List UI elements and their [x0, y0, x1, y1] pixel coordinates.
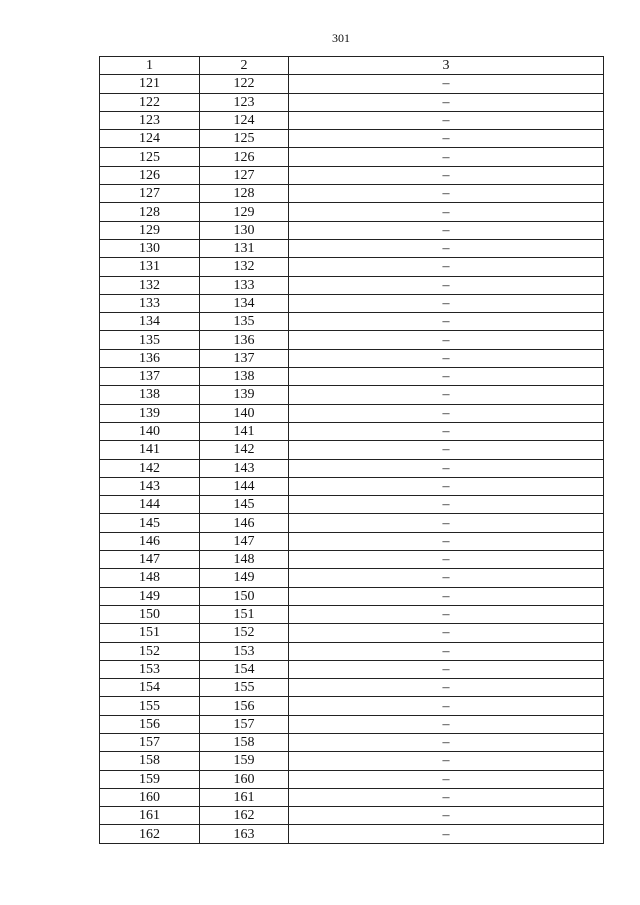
- table-row: [100, 239, 604, 257]
- cell-col-1: 142: [100, 459, 200, 477]
- table-row: [100, 386, 604, 404]
- cell-col-2: 162: [200, 807, 289, 825]
- cell-col-2: 145: [200, 496, 289, 514]
- cell-col-1: 123: [100, 111, 200, 129]
- cell-col-2: 134: [200, 294, 289, 312]
- table-row: [100, 313, 604, 331]
- cell-col-1: 152: [100, 642, 200, 660]
- cell-col-1: 159: [100, 770, 200, 788]
- table-row: [100, 276, 604, 294]
- cell-col-2: 132: [200, 258, 289, 276]
- cell-col-1: 154: [100, 679, 200, 697]
- cell-col-3: –: [289, 221, 604, 239]
- table-row: [100, 514, 604, 532]
- cell-col-3: –: [289, 496, 604, 514]
- table-row: [100, 605, 604, 623]
- cell-col-3: –: [289, 441, 604, 459]
- cell-col-2: 131: [200, 239, 289, 257]
- cell-col-1: 135: [100, 331, 200, 349]
- header-row: [100, 57, 604, 75]
- table-row: [100, 733, 604, 751]
- cell-col-3: –: [289, 697, 604, 715]
- cell-col-2: 135: [200, 313, 289, 331]
- table-row: [100, 75, 604, 93]
- cell-col-3: –: [289, 642, 604, 660]
- cell-col-2: 139: [200, 386, 289, 404]
- cell-col-2: 130: [200, 221, 289, 239]
- cell-col-1: 162: [100, 825, 200, 843]
- cell-col-1: 138: [100, 386, 200, 404]
- cell-col-1: 125: [100, 148, 200, 166]
- cell-col-2: 141: [200, 422, 289, 440]
- cell-col-3: –: [289, 733, 604, 751]
- cell-col-3: –: [289, 422, 604, 440]
- cell-col-2: 143: [200, 459, 289, 477]
- table-row: [100, 569, 604, 587]
- cell-col-1: 124: [100, 130, 200, 148]
- cell-col-3: –: [289, 331, 604, 349]
- cell-col-3: –: [289, 93, 604, 111]
- cell-col-3: –: [289, 807, 604, 825]
- cell-col-3: –: [289, 239, 604, 257]
- cell-col-2: 163: [200, 825, 289, 843]
- table-row: [100, 93, 604, 111]
- cell-col-1: 155: [100, 697, 200, 715]
- cell-col-2: 127: [200, 166, 289, 184]
- table-row: [100, 825, 604, 843]
- cell-col-2: 159: [200, 752, 289, 770]
- cell-col-1: 126: [100, 166, 200, 184]
- cell-col-3: –: [289, 349, 604, 367]
- cell-col-3: –: [289, 459, 604, 477]
- cell-col-2: 156: [200, 697, 289, 715]
- table-row: [100, 111, 604, 129]
- cell-col-1: 131: [100, 258, 200, 276]
- cell-col-3: –: [289, 532, 604, 550]
- table-row: [100, 587, 604, 605]
- cell-col-1: 139: [100, 404, 200, 422]
- table-row: [100, 404, 604, 422]
- cell-col-2: 129: [200, 203, 289, 221]
- table-row: [100, 807, 604, 825]
- cell-col-1: 127: [100, 185, 200, 203]
- cell-col-2: 146: [200, 514, 289, 532]
- cell-col-3: –: [289, 130, 604, 148]
- cell-col-2: 160: [200, 770, 289, 788]
- cell-col-2: 152: [200, 624, 289, 642]
- cell-col-2: 137: [200, 349, 289, 367]
- cell-col-2: 153: [200, 642, 289, 660]
- cell-col-2: 150: [200, 587, 289, 605]
- cell-col-2: 161: [200, 788, 289, 806]
- table-row: [100, 349, 604, 367]
- cell-col-2: 149: [200, 569, 289, 587]
- table-row: [100, 203, 604, 221]
- column-header-1: 1: [100, 57, 200, 75]
- cell-col-3: –: [289, 386, 604, 404]
- table-row: [100, 532, 604, 550]
- table-row: [100, 441, 604, 459]
- cell-col-3: –: [289, 770, 604, 788]
- cell-col-1: 143: [100, 477, 200, 495]
- cell-col-1: 129: [100, 221, 200, 239]
- cell-col-3: –: [289, 788, 604, 806]
- cell-col-3: –: [289, 313, 604, 331]
- cell-col-3: –: [289, 587, 604, 605]
- cell-col-1: 149: [100, 587, 200, 605]
- cell-col-1: 137: [100, 368, 200, 386]
- cell-col-3: –: [289, 679, 604, 697]
- cell-col-1: 128: [100, 203, 200, 221]
- cell-col-3: –: [289, 752, 604, 770]
- cell-col-1: 146: [100, 532, 200, 550]
- table-row: [100, 130, 604, 148]
- cell-col-3: –: [289, 477, 604, 495]
- table-body: [100, 75, 604, 843]
- cell-col-1: 136: [100, 349, 200, 367]
- cell-col-1: 156: [100, 715, 200, 733]
- cell-col-2: 151: [200, 605, 289, 623]
- table-row: [100, 258, 604, 276]
- cell-col-3: –: [289, 203, 604, 221]
- cell-col-3: –: [289, 294, 604, 312]
- cell-col-3: –: [289, 166, 604, 184]
- cell-col-1: 134: [100, 313, 200, 331]
- cell-col-2: 155: [200, 679, 289, 697]
- cell-col-2: 157: [200, 715, 289, 733]
- cell-col-2: 125: [200, 130, 289, 148]
- cell-col-3: –: [289, 551, 604, 569]
- cell-col-2: 136: [200, 331, 289, 349]
- cell-col-2: 122: [200, 75, 289, 93]
- table-row: [100, 477, 604, 495]
- data-table: [99, 56, 604, 844]
- table-row: [100, 697, 604, 715]
- cell-col-3: –: [289, 715, 604, 733]
- cell-col-1: 148: [100, 569, 200, 587]
- table-header: [100, 57, 604, 75]
- cell-col-1: 145: [100, 514, 200, 532]
- table-row: [100, 496, 604, 514]
- cell-col-3: –: [289, 624, 604, 642]
- cell-col-2: 126: [200, 148, 289, 166]
- cell-col-2: 158: [200, 733, 289, 751]
- cell-col-1: 150: [100, 605, 200, 623]
- cell-col-1: 140: [100, 422, 200, 440]
- table-container: [99, 56, 604, 844]
- cell-col-2: 128: [200, 185, 289, 203]
- cell-col-1: 133: [100, 294, 200, 312]
- cell-col-1: 144: [100, 496, 200, 514]
- table-row: [100, 660, 604, 678]
- cell-col-1: 158: [100, 752, 200, 770]
- cell-col-1: 122: [100, 93, 200, 111]
- column-header-2: 2: [200, 57, 289, 75]
- table-row: [100, 459, 604, 477]
- cell-col-1: 141: [100, 441, 200, 459]
- cell-col-1: 121: [100, 75, 200, 93]
- cell-col-3: –: [289, 514, 604, 532]
- table-row: [100, 679, 604, 697]
- table-row: [100, 185, 604, 203]
- table-row: [100, 331, 604, 349]
- cell-col-2: 138: [200, 368, 289, 386]
- table-row: [100, 551, 604, 569]
- page-number: 301: [332, 31, 350, 45]
- table-row: [100, 422, 604, 440]
- cell-col-3: –: [289, 75, 604, 93]
- cell-col-3: –: [289, 185, 604, 203]
- cell-col-3: –: [289, 404, 604, 422]
- table-row: [100, 294, 604, 312]
- cell-col-3: –: [289, 605, 604, 623]
- cell-col-3: –: [289, 825, 604, 843]
- cell-col-2: 124: [200, 111, 289, 129]
- cell-col-1: 151: [100, 624, 200, 642]
- table-row: [100, 166, 604, 184]
- table-row: [100, 221, 604, 239]
- table-row: [100, 715, 604, 733]
- cell-col-3: –: [289, 569, 604, 587]
- cell-col-2: 140: [200, 404, 289, 422]
- cell-col-3: –: [289, 368, 604, 386]
- table-row: [100, 148, 604, 166]
- cell-col-1: 160: [100, 788, 200, 806]
- cell-col-2: 154: [200, 660, 289, 678]
- table-row: [100, 642, 604, 660]
- cell-col-1: 132: [100, 276, 200, 294]
- cell-col-1: 157: [100, 733, 200, 751]
- cell-col-3: –: [289, 276, 604, 294]
- cell-col-1: 147: [100, 551, 200, 569]
- table-row: [100, 752, 604, 770]
- cell-col-1: 130: [100, 239, 200, 257]
- column-header-3: 3: [289, 57, 604, 75]
- cell-col-2: 142: [200, 441, 289, 459]
- table-row: [100, 788, 604, 806]
- table-row: [100, 624, 604, 642]
- cell-col-2: 147: [200, 532, 289, 550]
- cell-col-3: –: [289, 148, 604, 166]
- cell-col-3: –: [289, 111, 604, 129]
- cell-col-2: 123: [200, 93, 289, 111]
- cell-col-2: 148: [200, 551, 289, 569]
- cell-col-1: 153: [100, 660, 200, 678]
- cell-col-1: 161: [100, 807, 200, 825]
- table-row: [100, 770, 604, 788]
- cell-col-2: 144: [200, 477, 289, 495]
- cell-col-3: –: [289, 660, 604, 678]
- table-row: [100, 368, 604, 386]
- cell-col-2: 133: [200, 276, 289, 294]
- cell-col-3: –: [289, 258, 604, 276]
